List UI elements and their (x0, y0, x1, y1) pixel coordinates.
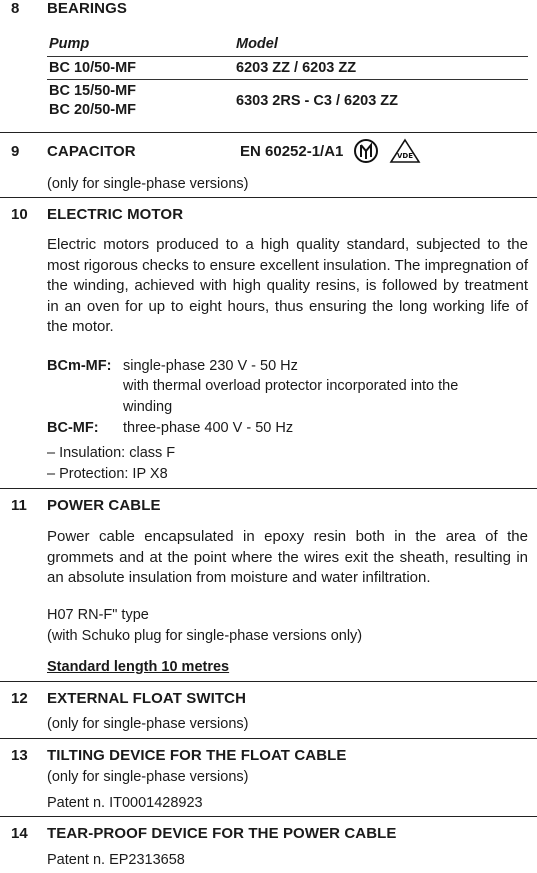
section-title-tear-proof: TEAR-PROOF DEVICE FOR THE POWER CABLE (47, 825, 397, 842)
section-number: 9 (11, 143, 20, 160)
float-switch-note: (only for single-phase versions) (47, 716, 249, 732)
protection-rating: – Protection: IP X8 (47, 466, 168, 482)
section-title-bearings: BEARINGS (47, 0, 127, 17)
bcm-protector-cont: winding (123, 399, 173, 415)
cable-type: H07 RN-F" type (47, 607, 149, 623)
bcm-label: BCm-MF: (47, 358, 112, 374)
tilting-patent: Patent n. IT0001428923 (47, 795, 203, 811)
capacitor-standard-row (240, 136, 421, 166)
section-divider (0, 488, 537, 489)
capacitor-standard: EN 60252-1/A1 (240, 142, 344, 160)
table-header-model: Model (236, 36, 278, 53)
motor-description: Electric motors produced to a high quality standard, subjected to the most rigorous checks to ensure excellent insulation. The impregnation of the winding, achieved with high quality resins, is followed by treatment in an oven for up to eight hours, thus ensuring the long working life of the motor. (47, 236, 528, 336)
section-title-float-switch: EXTERNAL FLOAT SWITCH (47, 690, 247, 707)
section-title-power-cable: POWER CABLE (47, 497, 161, 514)
section-number: 13 (11, 747, 28, 764)
section-title-tilting-device: TILTING DEVICE FOR THE FLOAT CABLE (47, 747, 347, 764)
bcm-protector: with thermal overload protector incorporated into the (123, 378, 459, 394)
cable-description: Power cable encapsulated in epoxy resin both in the area of the grommets and at the point where the wires exit the sheath, resulting in an absolute insulation from moisture and water infiltration. (47, 528, 528, 587)
vde-mark-text: VDE (397, 152, 414, 160)
capacitor-note: (only for single-phase versions) (47, 176, 249, 192)
imq-mark-icon (353, 138, 379, 164)
pump-cell (47, 79, 234, 123)
section-number: 10 (11, 206, 28, 223)
vde-mark-icon (389, 138, 421, 164)
table-header-pump: Pump (49, 36, 90, 53)
model-cell: 6303 2RS - C3 / 6203 ZZ (234, 79, 528, 123)
bcm-spec: single-phase 230 V - 50 Hz (123, 358, 298, 374)
pump-name: BC 15/50-MF (49, 82, 137, 99)
tearproof-patent: Patent n. EP2313658 (47, 852, 185, 868)
section-number: 11 (11, 497, 27, 514)
pump-name: BC 20/50-MF (49, 101, 137, 118)
section-number: 8 (11, 0, 20, 17)
tilting-note: (only for single-phase versions) (47, 769, 249, 785)
pump-cell: BC 10/50-MF (47, 56, 234, 79)
section-number: 14 (11, 825, 28, 842)
bc-label: BC-MF: (47, 420, 99, 436)
section-divider (0, 816, 537, 817)
section-divider (0, 738, 537, 739)
section-title-capacitor: CAPACITOR (47, 143, 136, 160)
cable-schuko-note: (with Schuko plug for single-phase versions only) (47, 628, 363, 644)
section-divider (0, 197, 537, 198)
cable-length: Standard length 10 metres (47, 659, 230, 675)
section-divider (0, 681, 537, 682)
bearings-table (47, 33, 528, 123)
table-row (47, 79, 528, 123)
bc-spec: three-phase 400 V - 50 Hz (123, 420, 294, 436)
section-divider (0, 132, 537, 133)
table-row (47, 56, 528, 79)
section-number: 12 (11, 690, 28, 707)
section-title-electric-motor: ELECTRIC MOTOR (47, 206, 184, 223)
insulation-class: – Insulation: class F (47, 445, 176, 461)
model-cell: 6203 ZZ / 6203 ZZ (234, 56, 528, 79)
